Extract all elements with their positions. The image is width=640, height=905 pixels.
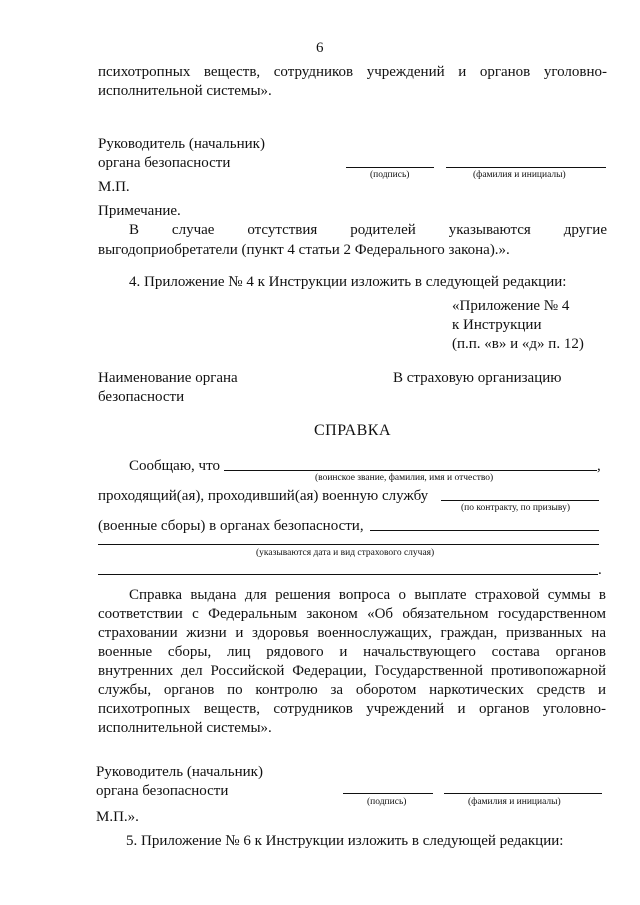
stamp-mark: М.П. bbox=[98, 179, 130, 195]
amendment-item: 4. Приложение № 4 к Инструкции изложить в следующей редакции: bbox=[129, 274, 567, 290]
name-caption: (фамилия и инициалы) bbox=[468, 797, 561, 807]
body-line: исполнительной системы». bbox=[98, 720, 272, 736]
signature-caption: (подпись) bbox=[370, 170, 410, 180]
name-caption: (фамилия и инициалы) bbox=[473, 170, 566, 180]
form-punct: . bbox=[598, 562, 602, 578]
name-line bbox=[444, 793, 602, 794]
head-title: Руководитель (начальник) bbox=[98, 136, 265, 152]
event-caption: (указываются дата и вид страхового случая) bbox=[256, 548, 435, 558]
name-line bbox=[446, 167, 606, 168]
body-line: военные сборы, лиц рядового и начальствующего состава органов bbox=[98, 644, 606, 660]
body-line: соответствии с Федеральным законом «Об обязательном государственном bbox=[98, 606, 606, 622]
event-line bbox=[98, 574, 598, 575]
sender-label: безопасности bbox=[98, 389, 185, 405]
signature-line bbox=[346, 167, 434, 168]
service-type-line bbox=[441, 500, 599, 501]
appendix-ref: «Приложение № 4 bbox=[452, 298, 570, 314]
rank-name-line bbox=[224, 470, 597, 471]
form-label: Сообщаю, что bbox=[129, 458, 220, 474]
body-line: службы, органов по контролю за оборотом наркотических средств и bbox=[98, 682, 606, 698]
form-title: СПРАВКА bbox=[314, 422, 392, 439]
form-label: (военные сборы) в органах безопасности, bbox=[98, 518, 364, 534]
rank-caption: (воинское звание, фамилия, имя и отчество) bbox=[315, 473, 494, 483]
head-title: органа безопасности bbox=[96, 783, 229, 799]
body-line: психотропных веществ, сотрудников учреждений и органов уголовно- bbox=[98, 701, 606, 717]
signature-caption: (подпись) bbox=[367, 797, 407, 807]
head-title: органа безопасности bbox=[98, 155, 231, 171]
note-line: выгодоприобретатели (пункт 4 статьи 2 Федерального закона).». bbox=[98, 242, 510, 258]
service-caption: (по контракту, по призыву) bbox=[461, 503, 570, 513]
intro-line: психотропных веществ, сотрудников учреждений и органов уголовно- bbox=[98, 64, 607, 80]
head-title: Руководитель (начальник) bbox=[96, 764, 263, 780]
intro-line: исполнительной системы». bbox=[98, 83, 272, 99]
note-label: Примечание. bbox=[98, 203, 181, 219]
training-line bbox=[370, 530, 599, 531]
page-number: 6 bbox=[316, 40, 324, 56]
event-line bbox=[98, 544, 599, 545]
appendix-ref: к Инструкции bbox=[452, 317, 542, 333]
signature-line bbox=[343, 793, 433, 794]
amendment-item: 5. Приложение № 6 к Инструкции изложить в следующей редакции: bbox=[126, 833, 564, 849]
appendix-ref: (п.п. «в» и «д» п. 12) bbox=[452, 336, 584, 352]
note-line: В случае отсутствия родителей указываются другие bbox=[129, 222, 607, 238]
body-line: внутренних дел Российской Федерации, Государственной противопожарной bbox=[98, 663, 606, 679]
sender-label: Наименование органа bbox=[98, 370, 238, 386]
form-label: проходящий(ая), проходивший(ая) военную службу bbox=[98, 488, 429, 504]
form-punct: , bbox=[597, 458, 601, 474]
body-line: страховании жизни и здоровья военнослужащих, граждан, призванных на bbox=[98, 625, 606, 641]
recipient-label: В страховую организацию bbox=[393, 370, 562, 386]
stamp-mark: М.П.». bbox=[96, 809, 139, 825]
body-line: Справка выдана для решения вопроса о выплате страховой суммы в bbox=[129, 587, 606, 603]
